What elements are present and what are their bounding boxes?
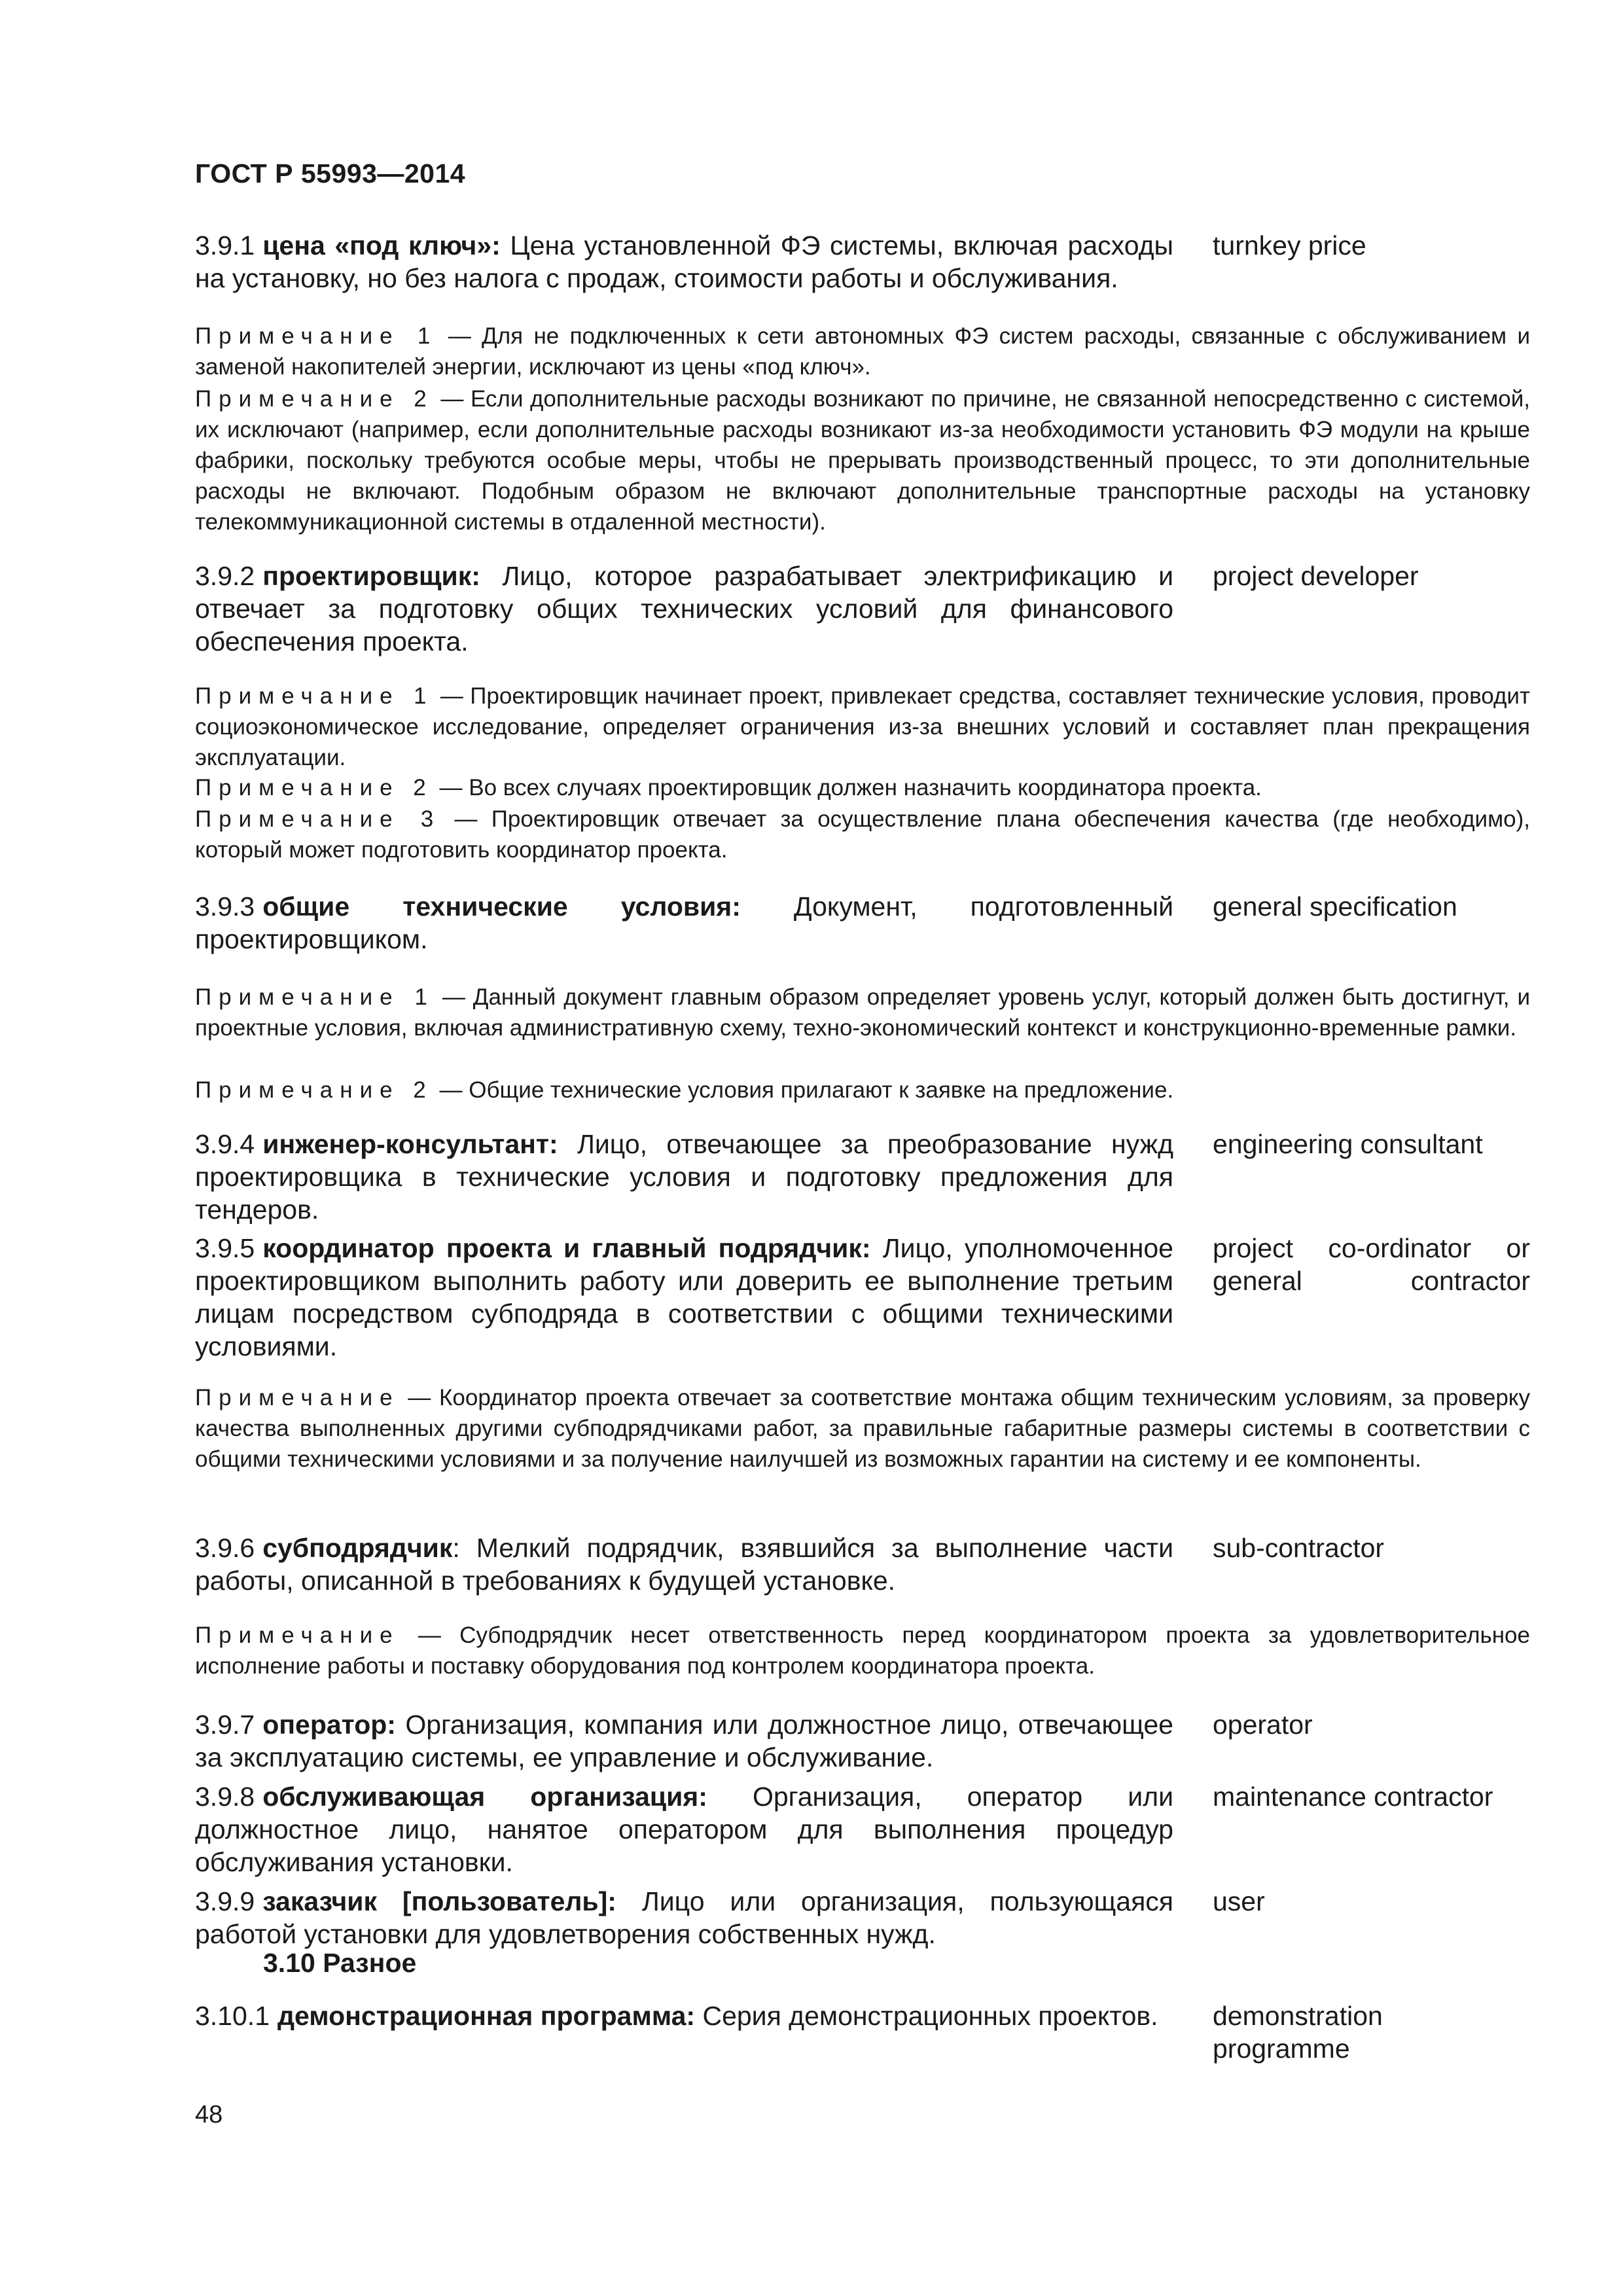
term-number: 3.9.9	[195, 1886, 255, 1916]
note-text: — Проектировщик отвечает за осуществление плана обеспечения качества (где необходимо), который может подготовить координатор проекта.	[195, 806, 1530, 863]
term-definition	[195, 1708, 1173, 1774]
note	[195, 1075, 1530, 1105]
note	[195, 681, 1530, 773]
term-text: Лицо, уполномоченное проектировщиком выполнить работу или доверить ее выполнение третьим лицам посредством субподряда в соответствии с общими техническими условиями.	[195, 1233, 1173, 1361]
term-number: 3.9.6	[195, 1533, 255, 1563]
note-text: — Данный документ главным образом определяет уровень услуг, который должен быть достигнут, и проектные условия, включая административную схему, техно-экономический контекст и конструкционно-временные рамки.	[195, 984, 1530, 1041]
term-english: maintenance contractor	[1213, 1782, 1493, 1812]
term-definition	[195, 1128, 1173, 1226]
term-name: цена «под ключ»:	[262, 230, 501, 260]
note-label: Примечание 2	[195, 775, 433, 800]
term-name: инженер-консультант:	[262, 1129, 558, 1159]
page-header: ГОСТ Р 55993—2014	[195, 158, 466, 188]
note-text: — Субподрядчик несет ответственность перед координатором проекта за удовлетворительное исполнение работы и поставку оборудования под контролем координатора проекта.	[195, 1623, 1530, 1679]
term-number: 3.9.5	[195, 1233, 255, 1263]
term-number: 3.9.2	[195, 561, 255, 591]
term-english: operator	[1213, 1710, 1313, 1740]
note-text: — Если дополнительные расходы возникают по причине, не связанной непосредственно с системой, их исключают (например, если дополнительные расходы возникают из-за необходимости установить ФЭ модули на крыше фабрики, поскольку требуются особые меры, чтобы не прерывать производственный процесс, то эти дополнительные расходы не включают. Подобным образом не включают дополнительные транспортные расходы на установку телекоммуникационной системы в отдаленной местности).	[195, 386, 1530, 535]
note	[195, 384, 1530, 537]
term-number: 3.10.1	[195, 2001, 270, 2031]
term-text: Лицо или организация, пользующаяся работой установки для удовлетворения собственных нужд.	[195, 1886, 1173, 1949]
term-english: turnkey price	[1213, 230, 1366, 260]
term-definition	[195, 229, 1173, 295]
note-label: Примечание 1	[195, 323, 438, 349]
term-english: project developer	[1213, 561, 1419, 591]
term-english: general specification	[1213, 891, 1457, 922]
term-definition	[195, 1885, 1173, 1950]
page-number: 48	[195, 2101, 223, 2128]
note	[195, 1620, 1530, 1681]
term-definition	[195, 1780, 1173, 1878]
section-heading: 3.10 Разное	[263, 1948, 417, 1978]
term-definition	[195, 560, 1173, 658]
note	[195, 321, 1530, 382]
term-name: общие технические условия:	[262, 891, 741, 922]
term-definition	[195, 890, 1173, 956]
term-english: project co-ordinator or general contractor	[1213, 1233, 1530, 1296]
note-text: — Для не подключенных к сети автономных ФЭ систем расходы, связанные с обслуживанием и заменой накопителей энергии, исключают из цены «под ключ».	[195, 323, 1530, 380]
note	[195, 804, 1530, 865]
note-label: Примечание 1	[195, 984, 435, 1010]
term-name: координатор проекта и главный подрядчик:	[262, 1233, 871, 1263]
note-text: — Общие технические условия прилагают к заявке на предложение.	[433, 1077, 1174, 1103]
term-text: : Мелкий подрядчик, взявшийся за выполнение части работы, описанной в требованиях к будущей установке.	[195, 1533, 1173, 1596]
term-name: проектировщик:	[262, 561, 480, 591]
term-text: Цена установленной ФЭ системы, включая расходы на установку, но без налога с продаж, стоимости работы и обслуживания.	[195, 230, 1173, 293]
note	[195, 1382, 1530, 1475]
term-english: engineering consultant	[1213, 1129, 1483, 1159]
term-definition	[195, 2000, 1173, 2032]
term-number: 3.9.7	[195, 1710, 255, 1740]
term-name: оператор:	[262, 1710, 396, 1740]
note-label: Примечание 3	[195, 806, 441, 832]
term-definition	[195, 1232, 1173, 1363]
term-name: субподрядчик	[262, 1533, 453, 1563]
term-text: Лицо, которое разрабатывает электрификацию и отвечает за подготовку общих технических условий для финансового обеспечения проекта.	[195, 561, 1173, 656]
term-text: Документ, подготовленный проектировщиком.	[195, 891, 1173, 954]
note	[195, 772, 1530, 803]
term-number: 3.9.1	[195, 230, 255, 260]
note-label: Примечание 1	[195, 683, 434, 709]
note-label: Примечание 2	[195, 386, 434, 412]
term-english: demonstration programme	[1213, 2001, 1383, 2064]
term-english: sub-contractor	[1213, 1533, 1385, 1563]
term-text: Серия демонстрационных проектов.	[702, 2001, 1158, 2031]
term-text: Организация, компания или должностное лицо, отвечающее за эксплуатацию системы, ее управление и обслуживание.	[195, 1710, 1173, 1772]
note-label: Примечание	[195, 1385, 400, 1410]
note-text: — Проектировщик начинает проект, привлекает средства, составляет технические условия, проводит социоэкономическое исследование, определяет ограничения из-за внешних условий и составляет план прекращения эксплуатации.	[195, 683, 1531, 770]
term-definition	[195, 1532, 1173, 1597]
term-number: 3.9.3	[195, 891, 255, 922]
note-label: Примечание 2	[195, 1077, 433, 1103]
term-text: Лицо, отвечающее за преобразование нужд проектировщика в технические условия и подготовку предложения для тендеров.	[195, 1129, 1173, 1225]
note-label: Примечание	[195, 1623, 400, 1648]
term-number: 3.9.4	[195, 1129, 255, 1159]
note-text: — Во всех случаях проектировщик должен назначить координатора проекта.	[433, 775, 1262, 800]
term-name: обслуживающая организация:	[262, 1782, 707, 1812]
term-english: user	[1213, 1886, 1265, 1916]
term-name: заказчик [пользователь]:	[262, 1886, 616, 1916]
term-number: 3.9.8	[195, 1782, 255, 1812]
term-name: демонстрационная программа:	[277, 2001, 696, 2031]
note-text: — Координатор проекта отвечает за соответствие монтажа общим техническим условиям, за проверку качества выполненных другими субподрядчиками работ, за правильные габаритные размеры системы в соответствии с общими техническими условиями и за получение наилучшей из возможных гарантии на систему и ее компоненты.	[195, 1385, 1530, 1472]
note	[195, 982, 1530, 1043]
term-text: Организация, оператор или должностное лицо, нанятое оператором для выполнения процедур обслуживания установки.	[195, 1782, 1173, 1877]
